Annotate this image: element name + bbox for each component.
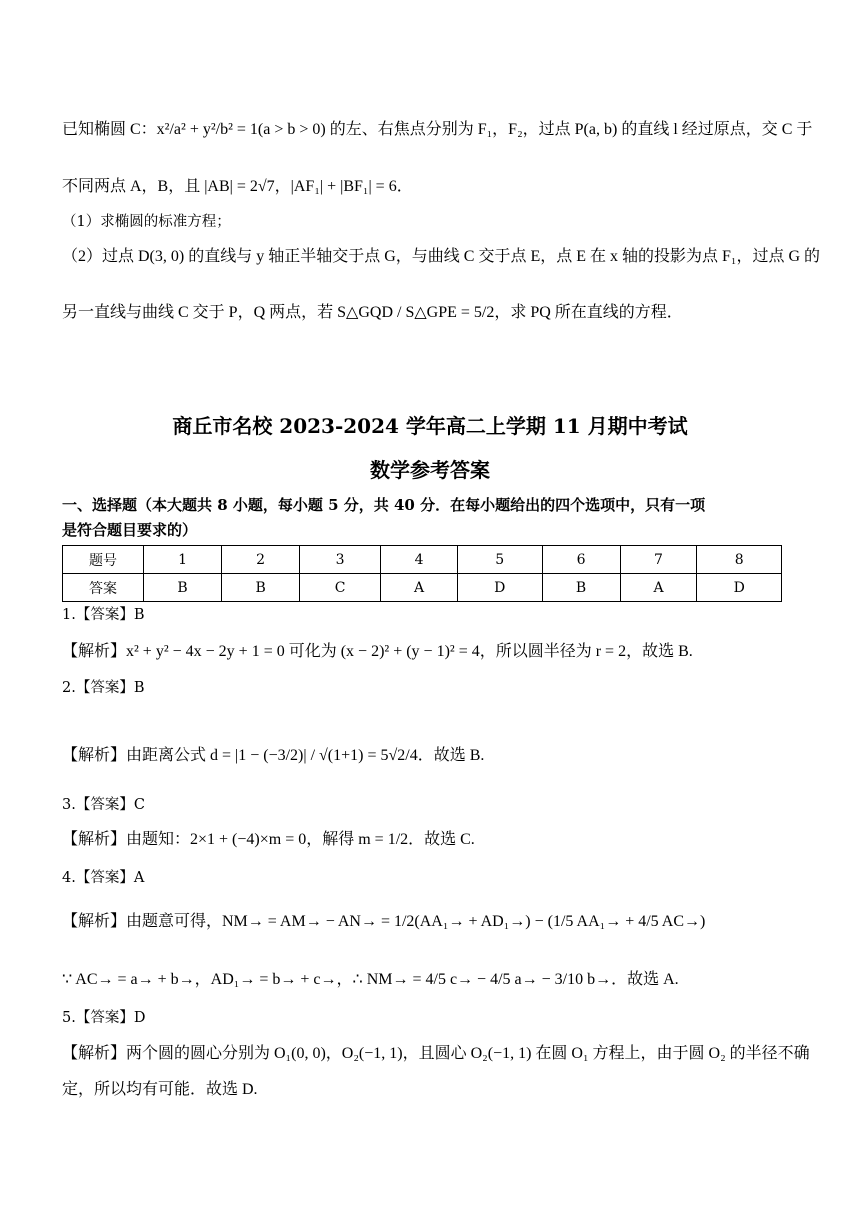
table-cell: 3 (300, 546, 381, 574)
table-cell: D (457, 574, 542, 602)
solution-1-answer: 1.【答案】B (62, 607, 145, 623)
section-heading-line-1: 一、选择题（本大题共 8 小题，每小题 5 分，共 40 分．在每小题给出的四个选项中，只有一项 (62, 496, 706, 514)
table-cell: 6 (542, 546, 620, 574)
solution-2-analysis: 【解析】由距离公式 d = |1 − (−3/2)| / √(1+1) = 5√2/4．故选 B. (62, 747, 485, 764)
table-cell: 7 (620, 546, 697, 574)
table-cell: C (300, 574, 381, 602)
problem-line-1: 已知椭圆 C：x²/a² + y²/b² = 1(a > b > 0) 的左、右焦点分别为 F₁，F₂，过点 P(a, b) 的直线 l 经过原点，交 C 于 (62, 121, 813, 138)
problem-part-1: （1）求椭圆的标准方程； (62, 214, 231, 230)
section-heading-line-2: 是符合题目要求的） (62, 521, 198, 539)
solution-5-analysis-2: 定，所以均有可能．故选 D. (62, 1081, 258, 1098)
table-cell: 8 (697, 546, 782, 574)
table-cell: B (222, 574, 300, 602)
solution-5-analysis: 【解析】两个圆的圆心分别为 O₁(0, 0)，O₂(−1, 1)，且圆心 O₂(−1, 1) 在圆 O₁ 方程上，由于圆 O₂ 的半径不确 (62, 1045, 810, 1062)
solution-4-answer: 4.【答案】A (62, 870, 145, 886)
table-cell: A (381, 574, 458, 602)
table-row-questions (63, 546, 782, 574)
table-cell: A (620, 574, 697, 602)
page-subtitle: 数学参考答案 (370, 458, 490, 482)
table-cell: B (542, 574, 620, 602)
problem-part-2-line-2: 另一直线与曲线 C 交于 P，Q 两点，若 S△GQD / S△GPE = 5/2，求 PQ 所在直线的方程． (62, 304, 683, 321)
solution-4-analysis-2: ∵ AC→ = a→ + b→，AD₁→ = b→ + c→，∴ NM→ = 4/5 c→ − 4/5 a→ − 3/10 b→．故选 A. (62, 971, 679, 988)
table-row-answers (63, 574, 782, 602)
solution-3-answer: 3.【答案】C (62, 797, 145, 813)
solution-5-answer: 5.【答案】D (62, 1010, 146, 1026)
solution-2-answer: 2.【答案】B (62, 680, 145, 696)
table-cell: 1 (144, 546, 222, 574)
problem-line-2: 不同两点 A，B，且 |AB| = 2√7，|AF₁| + |BF₁| = 6． (62, 178, 413, 195)
table-cell: D (697, 574, 782, 602)
table-cell: B (144, 574, 222, 602)
answer-table (62, 545, 782, 602)
table-cell: 2 (222, 546, 300, 574)
table-header-answer: 答案 (63, 574, 144, 602)
table-header-question: 题号 (63, 546, 144, 574)
table-cell: 4 (381, 546, 458, 574)
page-title: 商丘市名校 2023-2024 学年高二上学期 11 月期中考试 (172, 414, 688, 438)
solution-4-analysis: 【解析】由题意可得，NM→ = AM→ − AN→ = 1/2(AA₁→ + AD₁→) − (1/5 AA₁→ + 4/5 AC→) (62, 913, 706, 930)
solution-3-analysis: 【解析】由题知：2×1 + (−4)×m = 0，解得 m = 1/2．故选 C. (62, 831, 475, 848)
table-cell: 5 (457, 546, 542, 574)
solution-1-analysis: 【解析】x² + y² − 4x − 2y + 1 = 0 可化为 (x − 2)² + (y − 1)² = 4，所以圆半径为 r = 2，故选 B. (62, 643, 693, 660)
problem-part-2-line-1: （2）过点 D(3, 0) 的直线与 y 轴正半轴交于点 G，与曲线 C 交于点 E，点 E 在 x 轴的投影为点 F₁，过点 G 的 (62, 248, 821, 265)
